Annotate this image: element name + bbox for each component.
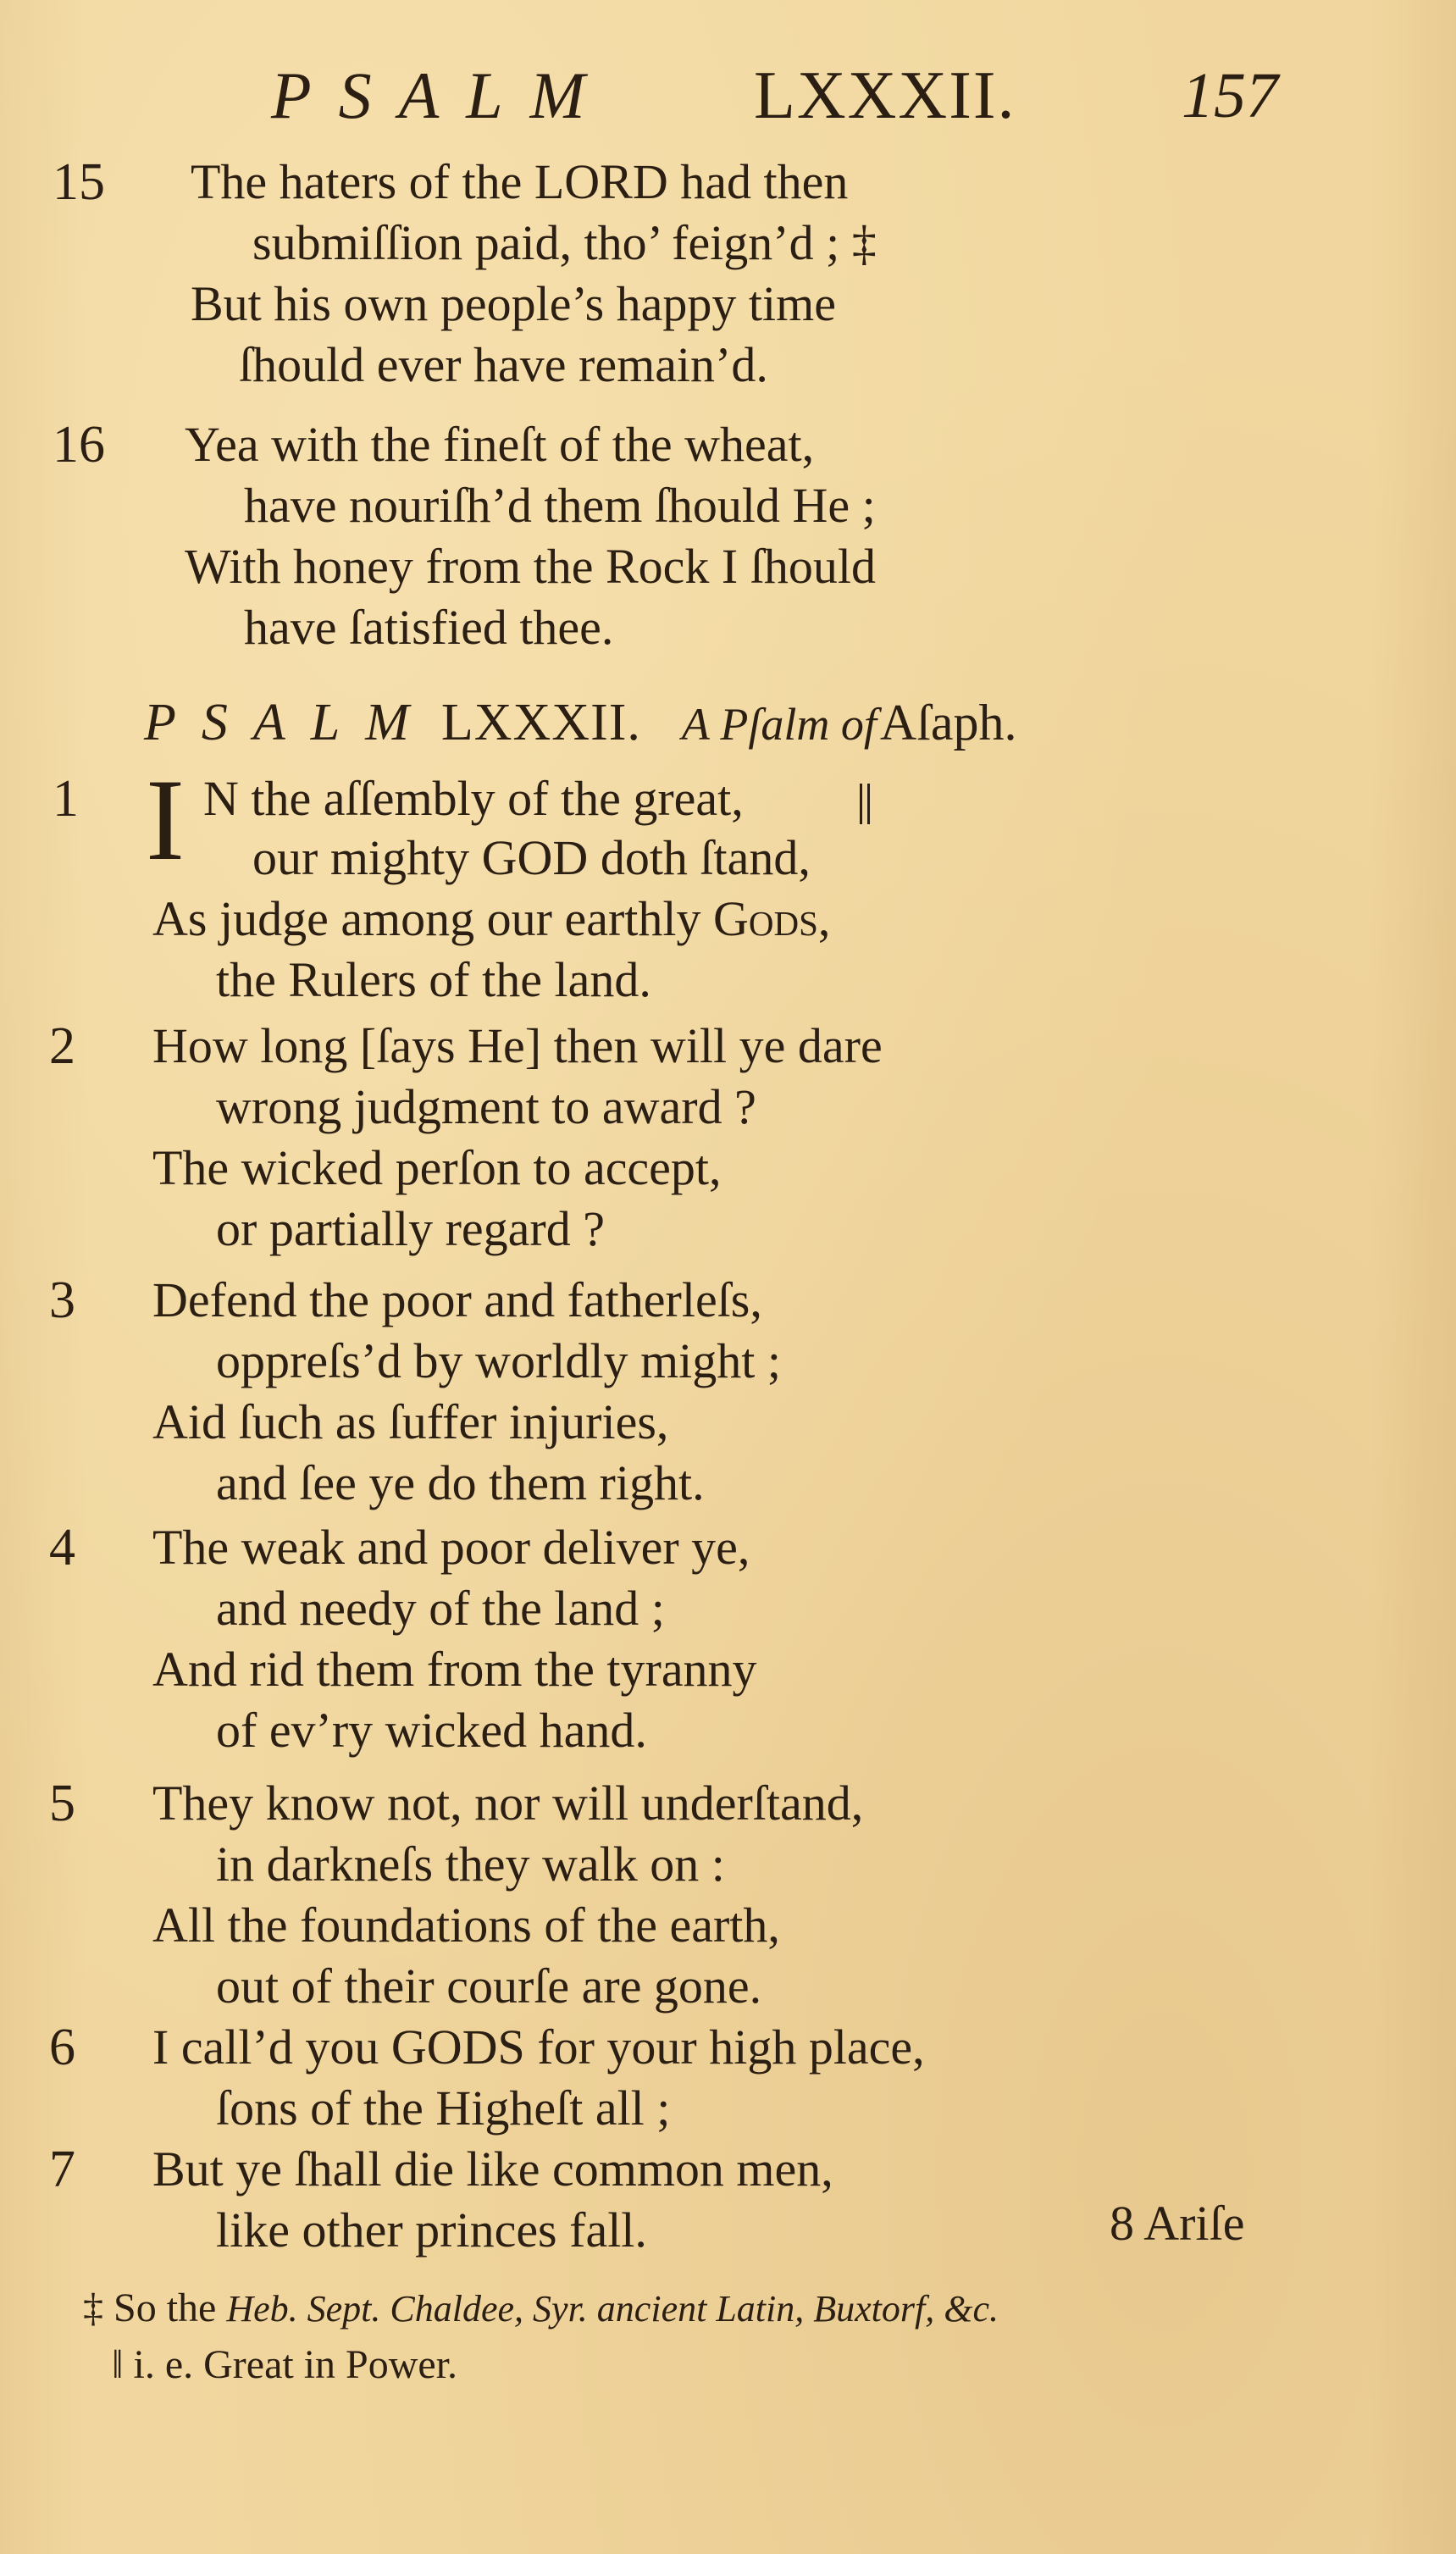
verse-line: But his own people’s happy time — [191, 276, 836, 331]
psalm-subtitle — [144, 693, 1017, 761]
verse-number: 1 — [53, 770, 79, 828]
catchword: 8 Ariſe — [1110, 2196, 1245, 2251]
header-psalm-number: LXXXII. — [754, 58, 1016, 133]
verse-line: N the aſſembly of the great, — [203, 771, 744, 826]
verse-line: Yea with the fineſt of the wheat, — [185, 417, 815, 472]
footnote-text: So the — [113, 2285, 217, 2330]
subtitle-psalm-number: LXXXII. — [440, 694, 641, 751]
footnote-sources: Heb. Sept. Chaldee, Syr. ancient Latin, Buxtorf, &c. — [226, 2288, 999, 2330]
footnote-mark-parallel — [867, 784, 870, 824]
verse-line: submiſſion paid, tho’ feign’d ; ‡ — [252, 215, 877, 270]
footnote-mark: ‡ — [83, 2285, 103, 2330]
page-number: 157 — [1182, 60, 1278, 131]
verse-line: ſhould ever have remain’d. — [239, 337, 768, 392]
verse-line: All the foundations of the earth, — [152, 1897, 780, 1953]
verse-number: 7 — [49, 2141, 75, 2198]
verse-line: The haters of the LORD had then — [191, 154, 849, 209]
verse-number: 4 — [49, 1519, 75, 1576]
verse-number: 5 — [49, 1775, 75, 1832]
verse-line: The wicked perſon to accept, — [152, 1140, 722, 1195]
verse-line: oppreſs’d by worldly might ; — [216, 1333, 781, 1388]
verse-line: have nouriſh’d them ſhould He ; — [244, 478, 876, 533]
verse-line: of ev’ry wicked hand. — [216, 1703, 647, 1758]
footnote-mark: ‖ — [112, 2342, 124, 2387]
verse-line: I call’d you GODS for your high place, — [152, 2019, 925, 2075]
verse-line-smallcaps: Gods — [713, 891, 818, 946]
subtitle-description: A Pſalm of — [681, 699, 877, 750]
footnote-mark-parallel — [860, 784, 862, 824]
verse-line: have ſatisfied thee. — [244, 600, 614, 655]
verse-line: the Rulers of the land. — [216, 952, 651, 1007]
verse-line-part: As judge among our earthly — [152, 891, 714, 946]
footnote-1 — [83, 2283, 999, 2335]
verse-line: out of their courſe are gone. — [216, 1958, 762, 2014]
subtitle-author: Aſaph. — [879, 695, 1017, 751]
verse-line: or partially regard ? — [216, 1201, 605, 1256]
verse-line: Aid ſuch as ſuffer injuries, — [152, 1394, 669, 1449]
header-psalm-word: PSALM — [271, 58, 612, 132]
subtitle-psalm-word: PSALM — [144, 694, 435, 751]
verse-line: The weak and poor deliver ye, — [152, 1520, 750, 1575]
verse-line: ſons of the Higheſt all ; — [216, 2080, 671, 2136]
verse-line: How long [ſays He] then will ye dare — [152, 1018, 883, 1073]
verse-line: Defend the poor and fatherleſs, — [152, 1272, 762, 1327]
verse-line: And rid them from the tyranny — [152, 1642, 757, 1697]
footnote-2 — [112, 2340, 457, 2391]
verse-line: With honey from the Rock I ſhould — [185, 539, 876, 594]
verse-line: and ſee ye do them right. — [216, 1455, 705, 1510]
verse-line: in darkneſs they walk on : — [216, 1837, 725, 1892]
verse-line: wrong judgment to award ? — [216, 1079, 756, 1134]
verse-line: our mighty GOD doth ſtand, — [252, 830, 811, 885]
drop-cap: I — [146, 755, 185, 884]
verse-line: But ye ſhall die like common men, — [152, 2141, 833, 2197]
verse-line — [152, 889, 830, 949]
verse-line: and needy of the land ; — [216, 1581, 665, 1636]
verse-line: They know not, nor will underſtand, — [152, 1776, 864, 1831]
verse-line-part: , — [817, 891, 831, 946]
verse-number: 2 — [49, 1017, 75, 1075]
verse-number: 6 — [49, 2019, 75, 2076]
verse-number: 3 — [49, 1271, 75, 1329]
verse-number: 16 — [53, 416, 105, 474]
verse-number: 15 — [53, 153, 105, 211]
running-header — [0, 58, 1456, 134]
footnote-text: i. e. Great in Power. — [133, 2342, 458, 2387]
verse-line: like other princes fall. — [216, 2202, 647, 2258]
